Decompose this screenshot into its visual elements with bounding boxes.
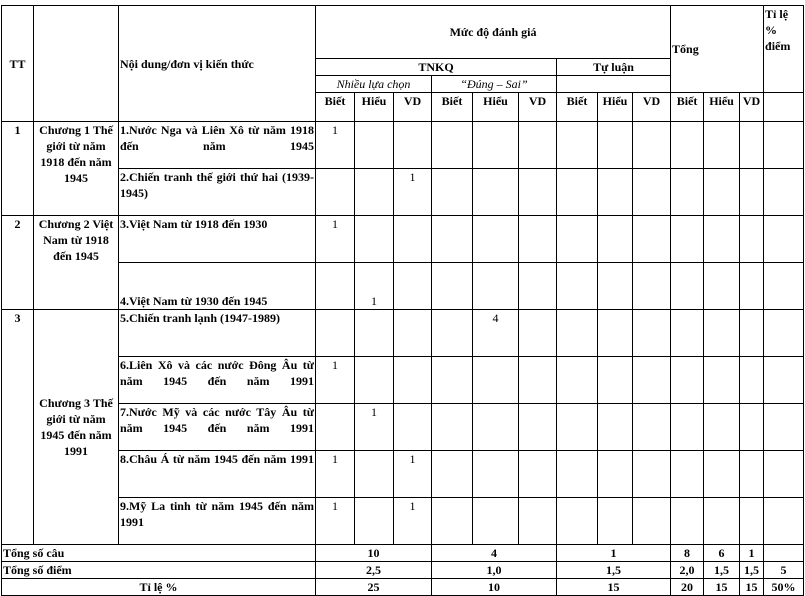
level-understand: Hiểu	[355, 93, 394, 122]
header-percent: Tỉ lệ % điểm	[764, 6, 804, 93]
cell	[557, 169, 598, 216]
cell	[355, 357, 394, 404]
table-row	[2, 310, 804, 357]
cell	[473, 216, 519, 263]
table-row	[2, 169, 804, 216]
cell	[633, 169, 671, 216]
cell	[432, 216, 473, 263]
cell	[633, 498, 671, 545]
header-content-unit-text: Nội dung/đơn vị kiến thức	[120, 56, 254, 71]
cell	[394, 357, 432, 404]
cell	[473, 263, 519, 310]
cell	[764, 404, 804, 451]
cell	[671, 122, 704, 169]
table-row	[2, 357, 804, 404]
total-tf: 10	[432, 579, 557, 596]
total-percent: 50%	[764, 579, 804, 596]
cell: 1	[316, 122, 355, 169]
cell	[473, 498, 519, 545]
total-sum-understand: 6	[704, 545, 740, 562]
header-tnkq: TNKQ	[316, 59, 557, 76]
cell	[764, 263, 804, 310]
level-know: Biết	[671, 93, 704, 122]
cell	[394, 216, 432, 263]
cell	[519, 404, 557, 451]
cell	[740, 216, 764, 263]
cell	[557, 357, 598, 404]
level-know: Biết	[432, 93, 473, 122]
cell	[557, 122, 598, 169]
cell	[740, 404, 764, 451]
lesson-title: 8.Châu Á từ năm 1945 đến năm 1991	[119, 451, 316, 498]
cell	[557, 310, 598, 357]
level-apply: VD	[519, 93, 557, 122]
cell: 1	[394, 451, 432, 498]
chapter-name: Chương 1 Thế giới từ năm 1918 đến năm 1945	[34, 122, 119, 216]
level-apply: VD	[633, 93, 671, 122]
cell	[704, 122, 740, 169]
total-row	[2, 579, 804, 596]
cell	[355, 310, 394, 357]
cell	[764, 357, 804, 404]
cell	[519, 310, 557, 357]
cell	[557, 404, 598, 451]
cell	[473, 404, 519, 451]
level-understand: Hiểu	[473, 93, 519, 122]
cell: 1	[394, 498, 432, 545]
cell	[598, 216, 633, 263]
cell	[598, 451, 633, 498]
cell	[598, 310, 633, 357]
cell	[557, 216, 598, 263]
cell	[671, 216, 704, 263]
table-row	[2, 122, 804, 169]
cell	[633, 310, 671, 357]
lesson-title: 6.Liên Xô và các nước Đông Âu từ năm 1945 đến năm 1991	[119, 357, 316, 404]
total-mc: 2,5	[316, 562, 432, 579]
cell	[740, 169, 764, 216]
table-row	[2, 216, 804, 263]
cell	[671, 404, 704, 451]
header-chapter-blank	[34, 6, 119, 122]
total-mc: 25	[316, 579, 432, 596]
header-total: Tổng	[671, 6, 764, 93]
total-percent: 5	[764, 562, 804, 579]
cell	[598, 498, 633, 545]
lesson-title: 7.Nước Mỹ và các nước Tây Âu từ năm 1945 đến năm 1991	[119, 404, 316, 451]
cell	[704, 404, 740, 451]
cell	[740, 357, 764, 404]
cell	[394, 310, 432, 357]
total-essay: 1,5	[557, 562, 671, 579]
table-row	[2, 498, 804, 545]
header-true-false: “Đúng – Sai”	[432, 76, 557, 93]
cell	[598, 357, 633, 404]
cell	[598, 169, 633, 216]
cell: 1	[355, 404, 394, 451]
cell	[519, 122, 557, 169]
total-row	[2, 545, 804, 562]
cell	[394, 263, 432, 310]
lesson-title: 5.Chiến tranh lạnh (1947-1989)	[119, 310, 316, 357]
level-know: Biết	[557, 93, 598, 122]
cell	[740, 498, 764, 545]
total-sum-know: 20	[671, 579, 704, 596]
total-mc: 10	[316, 545, 432, 562]
cell	[519, 169, 557, 216]
lesson-title: 2.Chiến tranh thế giới thứ hai (1939-1945)	[119, 169, 316, 216]
cell	[598, 263, 633, 310]
total-essay: 15	[557, 579, 671, 596]
cell	[633, 122, 671, 169]
level-understand: Hiểu	[704, 93, 740, 122]
cell	[671, 451, 704, 498]
total-essay: 1	[557, 545, 671, 562]
cell	[557, 263, 598, 310]
header-content-unit	[119, 6, 316, 122]
cell	[557, 451, 598, 498]
cell	[704, 263, 740, 310]
cell	[764, 122, 804, 169]
cell	[633, 451, 671, 498]
cell: 1	[316, 451, 355, 498]
cell	[519, 263, 557, 310]
chapter-tt: 3	[2, 310, 34, 545]
cell	[740, 263, 764, 310]
cell	[394, 404, 432, 451]
cell	[316, 169, 355, 216]
total-label: Tỉ lệ %	[2, 579, 316, 596]
cell	[432, 404, 473, 451]
total-label: Tổng số điểm	[2, 562, 316, 579]
cell	[355, 498, 394, 545]
total-sum-know: 2,0	[671, 562, 704, 579]
chapter-name: Chương 3 Thế giới từ năm 1945 đến năm 1991	[34, 310, 119, 545]
cell	[355, 169, 394, 216]
cell	[557, 498, 598, 545]
cell	[740, 451, 764, 498]
cell	[519, 216, 557, 263]
lesson-title: 3.Việt Nam từ 1918 đến 1930	[119, 216, 316, 263]
header-tt: TT	[2, 6, 34, 122]
cell	[764, 451, 804, 498]
cell	[671, 169, 704, 216]
total-tf: 1,0	[432, 562, 557, 579]
cell	[764, 169, 804, 216]
cell: 1	[355, 263, 394, 310]
cell	[519, 357, 557, 404]
total-sum-understand: 15	[704, 579, 740, 596]
cell	[432, 498, 473, 545]
total-sum-apply: 1	[740, 545, 764, 562]
cell	[432, 122, 473, 169]
total-sum-know: 8	[671, 545, 704, 562]
cell	[432, 451, 473, 498]
cell	[704, 451, 740, 498]
cell	[633, 404, 671, 451]
lesson-title: 1.Nước Nga và Liên Xô từ năm 1918 đến năm 1945	[119, 122, 316, 169]
cell	[740, 310, 764, 357]
cell	[432, 263, 473, 310]
cell	[432, 310, 473, 357]
percent-blank	[764, 93, 804, 122]
cell	[598, 404, 633, 451]
total-percent	[764, 545, 804, 562]
cell	[704, 169, 740, 216]
cell	[432, 169, 473, 216]
level-apply: VD	[740, 93, 764, 122]
cell	[316, 404, 355, 451]
total-tf: 4	[432, 545, 557, 562]
cell	[764, 310, 804, 357]
cell	[473, 169, 519, 216]
cell	[671, 357, 704, 404]
header-assessment-level: Mức độ đánh giá	[316, 6, 671, 59]
cell	[764, 216, 804, 263]
chapter-tt: 1	[2, 122, 34, 216]
cell	[671, 310, 704, 357]
total-label: Tổng số câu	[2, 545, 316, 562]
cell: 1	[316, 216, 355, 263]
cell	[473, 122, 519, 169]
cell	[316, 310, 355, 357]
header-multiple-choice: Nhiều lựa chọn	[316, 76, 432, 93]
cell: 1	[394, 169, 432, 216]
assessment-matrix-table	[1, 5, 804, 596]
level-apply: VD	[394, 93, 432, 122]
level-know: Biết	[316, 93, 355, 122]
cell	[394, 122, 432, 169]
cell: 4	[473, 310, 519, 357]
cell	[355, 216, 394, 263]
cell	[355, 122, 394, 169]
cell	[633, 357, 671, 404]
cell: 1	[316, 357, 355, 404]
cell	[704, 216, 740, 263]
header-essay-blank	[557, 76, 671, 93]
lesson-title: 9.Mỹ La tinh từ năm 1945 đến năm 1991	[119, 498, 316, 545]
cell	[633, 263, 671, 310]
chapter-tt: 2	[2, 216, 34, 310]
lesson-title: 4.Việt Nam từ 1930 đến 1945	[119, 263, 316, 310]
cell	[633, 216, 671, 263]
cell	[740, 122, 764, 169]
cell	[764, 498, 804, 545]
total-sum-understand: 1,5	[704, 562, 740, 579]
header-essay: Tự luận	[557, 59, 671, 76]
cell	[704, 357, 740, 404]
cell	[671, 498, 704, 545]
cell	[598, 122, 633, 169]
table-row	[2, 263, 804, 310]
cell	[704, 310, 740, 357]
table-row	[2, 404, 804, 451]
total-row	[2, 562, 804, 579]
cell	[316, 263, 355, 310]
total-sum-apply: 15	[740, 579, 764, 596]
cell	[355, 451, 394, 498]
cell	[519, 498, 557, 545]
cell: 1	[316, 498, 355, 545]
cell	[473, 451, 519, 498]
chapter-name: Chương 2 Việt Nam từ 1918 đến 1945	[34, 216, 119, 310]
table-row	[2, 451, 804, 498]
cell	[432, 357, 473, 404]
level-understand: Hiểu	[598, 93, 633, 122]
cell	[519, 451, 557, 498]
cell	[671, 263, 704, 310]
total-sum-apply: 1,5	[740, 562, 764, 579]
cell	[704, 498, 740, 545]
cell	[473, 357, 519, 404]
